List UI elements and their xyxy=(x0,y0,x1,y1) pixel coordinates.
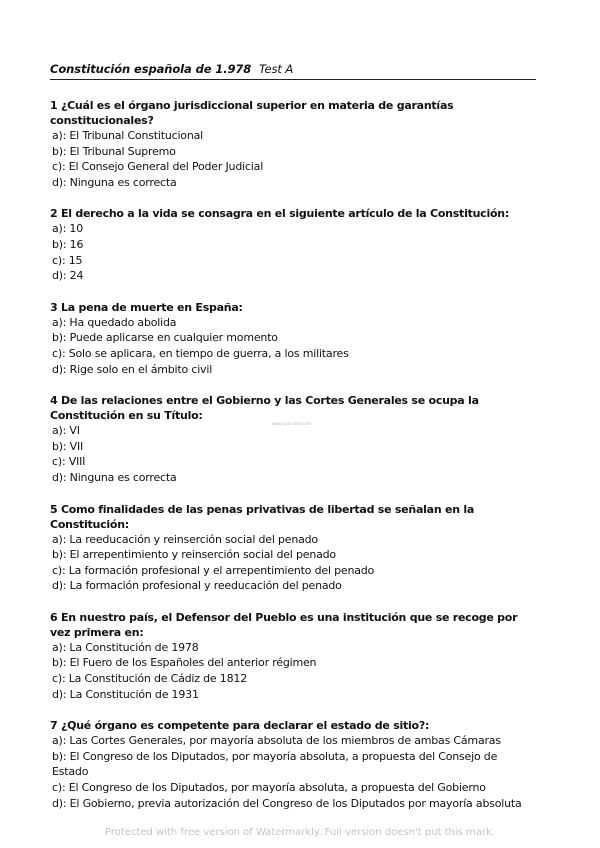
answer-option: d): Ninguna es correcta xyxy=(52,175,177,189)
question-text: 2 El derecho a la vida se consagra en el siguiente artículo de la Constitución: xyxy=(50,207,510,221)
test-label: Test A xyxy=(259,62,294,76)
answer-option: c): 15 xyxy=(52,253,83,267)
answer-option: c): La Constitución de Cádiz de 1812 xyxy=(52,672,247,686)
answer-option: a): Ha quedado abolida xyxy=(52,315,177,329)
answer-option: a): 10 xyxy=(52,222,84,236)
question-text: 1 ¿Cuál es el órgano jurisdiccional superior en materia de garantías constitucionales? xyxy=(50,99,454,127)
question-text: 6 En nuestro país, el Defensor del Pueblo es una institución que se recoge por vez primera en: xyxy=(50,610,518,639)
answer-option: a): VI xyxy=(52,424,80,438)
answer-option: b): VII xyxy=(52,439,84,453)
question-1 xyxy=(50,98,536,190)
question-7 xyxy=(50,718,536,811)
answer-option: c): El Consejo General del Poder Judicial xyxy=(52,160,264,174)
question-2 xyxy=(50,206,536,283)
question-text: 7 ¿Qué órgano es competente para declarar el estado de sitio?: xyxy=(50,719,430,733)
answer-option: b): 16 xyxy=(52,237,84,251)
answer-option: d): El Gobierno, previa autorización del Congreso de los Diputados por mayoría absoluta xyxy=(52,796,522,810)
answer-option: d): La formación profesional y reeducación del penado xyxy=(52,579,342,593)
answer-option: d): Ninguna es correcta xyxy=(52,470,177,484)
question-text: 3 La pena de muerte en España: xyxy=(50,300,243,314)
answer-option: c): Solo se aplicara, en tiempo de guerra, a los militares xyxy=(52,346,349,360)
question-list xyxy=(50,98,536,811)
answer-option: d): 24 xyxy=(52,269,84,283)
answer-option: b): El Tribunal Supremo xyxy=(52,144,176,158)
answer-option: d): Rige solo en el ámbito civil xyxy=(52,362,213,376)
answer-option: c): El Congreso de los Diputados, por mayoría absoluta, a propuesta del Gobierno xyxy=(52,781,486,795)
question-text: 4 De las relaciones entre el Gobierno y las Cortes Generales se ocupa la Constitución en su Título: xyxy=(50,394,479,423)
watermark-text: www.opos-test.com xyxy=(272,421,312,426)
answer-option: b): El Congreso de los Diputados, por mayoría absoluta, a propuesta del Consejo de Estado xyxy=(52,749,498,779)
answer-option: c): La formación profesional y el arrepentimiento del penado xyxy=(52,563,375,577)
answer-option: b): El arrepentimiento y reinserción social del penado xyxy=(52,548,336,562)
answer-option: a): La Constitución de 1978 xyxy=(52,640,199,654)
answer-option: c): VIII xyxy=(52,455,86,469)
document-page xyxy=(50,62,536,811)
answer-option: b): Puede aplicarse en cualquier momento xyxy=(52,331,278,345)
question-5 xyxy=(50,502,536,594)
question-6 xyxy=(50,610,536,702)
answer-option: a): La reeducación y reinserción social del penado xyxy=(52,532,318,546)
question-4 xyxy=(50,393,536,485)
question-text: 5 Como finalidades de las penas privativas de libertad se señalan en la Constitución: xyxy=(50,502,475,531)
answer-option: d): La Constitución de 1931 xyxy=(52,687,199,701)
document-header xyxy=(50,62,536,80)
document-title: Constitución española de 1.978 xyxy=(50,62,252,76)
question-3 xyxy=(50,300,536,377)
footer-watermark: Protected with free version of Watermarkly. Full version doesn't put this mark. xyxy=(105,827,495,838)
answer-option: a): El Tribunal Constitucional xyxy=(52,129,204,142)
answer-option: a): Las Cortes Generales, por mayoría absoluta de los miembros de ambas Cámaras xyxy=(52,734,501,748)
answer-option: b): El Fuero de los Españoles del anterior régimen xyxy=(52,656,317,670)
